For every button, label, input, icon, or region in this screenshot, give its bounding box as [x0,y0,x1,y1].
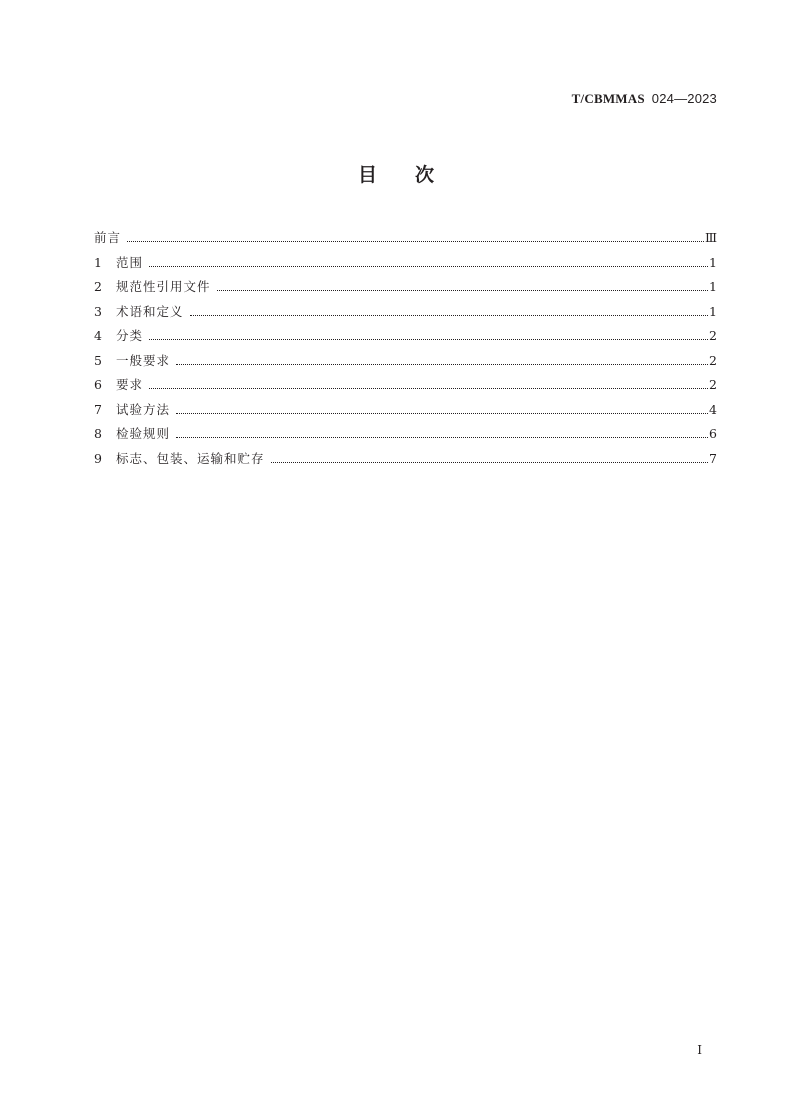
toc-entry-page: 2 [709,352,717,368]
toc-leader-dots [149,387,708,389]
toc-entry-number: 3 [94,303,102,319]
toc-entry-number: 4 [94,328,102,343]
toc-leader-dots [217,289,709,291]
toc-entry-page: 1 [709,279,717,294]
toc-entry-9[interactable] [94,449,717,474]
toc-entry-page: 1 [709,254,717,270]
toc-leader-dots [149,265,708,267]
toc-entry-number: 1 [94,254,102,270]
toc-entry-label: 一般要求 [116,352,171,368]
standard-org: T/CBMMAS [571,91,645,106]
toc-entry-number: 2 [94,279,102,294]
toc-entry-8[interactable] [94,424,717,449]
toc-entry-label: 检验规则 [116,426,171,441]
toc-entry-number: 6 [94,377,102,392]
standard-code [572,91,717,107]
toc-entry-page: Ⅲ [704,230,717,245]
page-number: I [697,1043,702,1057]
toc-entry-4[interactable] [94,326,717,351]
toc-entry-3[interactable] [94,302,717,327]
toc-entry-label: 要求 [116,377,144,392]
standard-number: 024—2023 [651,91,717,106]
toc-leader-dots [271,461,709,463]
toc-leader-dots [190,314,709,316]
toc-title: 目次 [357,164,472,186]
toc-entry-foreword[interactable] [94,228,717,253]
toc-entry-label: 试验方法 [116,401,171,417]
toc-entry-label: 规范性引用文件 [116,279,211,294]
toc-entry-page: 1 [709,303,717,319]
toc-entry-page: 4 [709,401,717,417]
toc-entry-page: 7 [709,450,717,466]
toc-leader-dots [149,338,708,340]
toc-entry-1[interactable] [94,253,717,278]
toc-entry-6[interactable] [94,375,717,400]
toc-entry-5[interactable] [94,351,717,376]
toc-entry-label: 标志、包装、运输和贮存 [116,450,265,466]
toc-entry-number: 5 [94,352,102,368]
toc-leader-dots [176,436,708,438]
toc-entry-label: 范围 [116,254,144,270]
toc-entry-2[interactable] [94,277,717,302]
toc-leader-dots [127,240,704,242]
toc-entry-page: 6 [709,426,717,441]
toc-entry-number: 8 [94,426,102,441]
toc-leader-dots [176,363,708,365]
toc-entry-number: 7 [94,401,102,417]
toc-entry-7[interactable] [94,400,717,425]
toc-entry-label: 术语和定义 [116,303,184,319]
toc-entry-label: 分类 [116,328,144,343]
toc-list [94,228,717,473]
toc-leader-dots [176,412,708,414]
toc-entry-page: 2 [709,328,717,343]
toc-entry-page: 2 [709,377,717,392]
toc-entry-label: 前言 [94,230,122,245]
toc-entry-number: 9 [94,450,102,466]
